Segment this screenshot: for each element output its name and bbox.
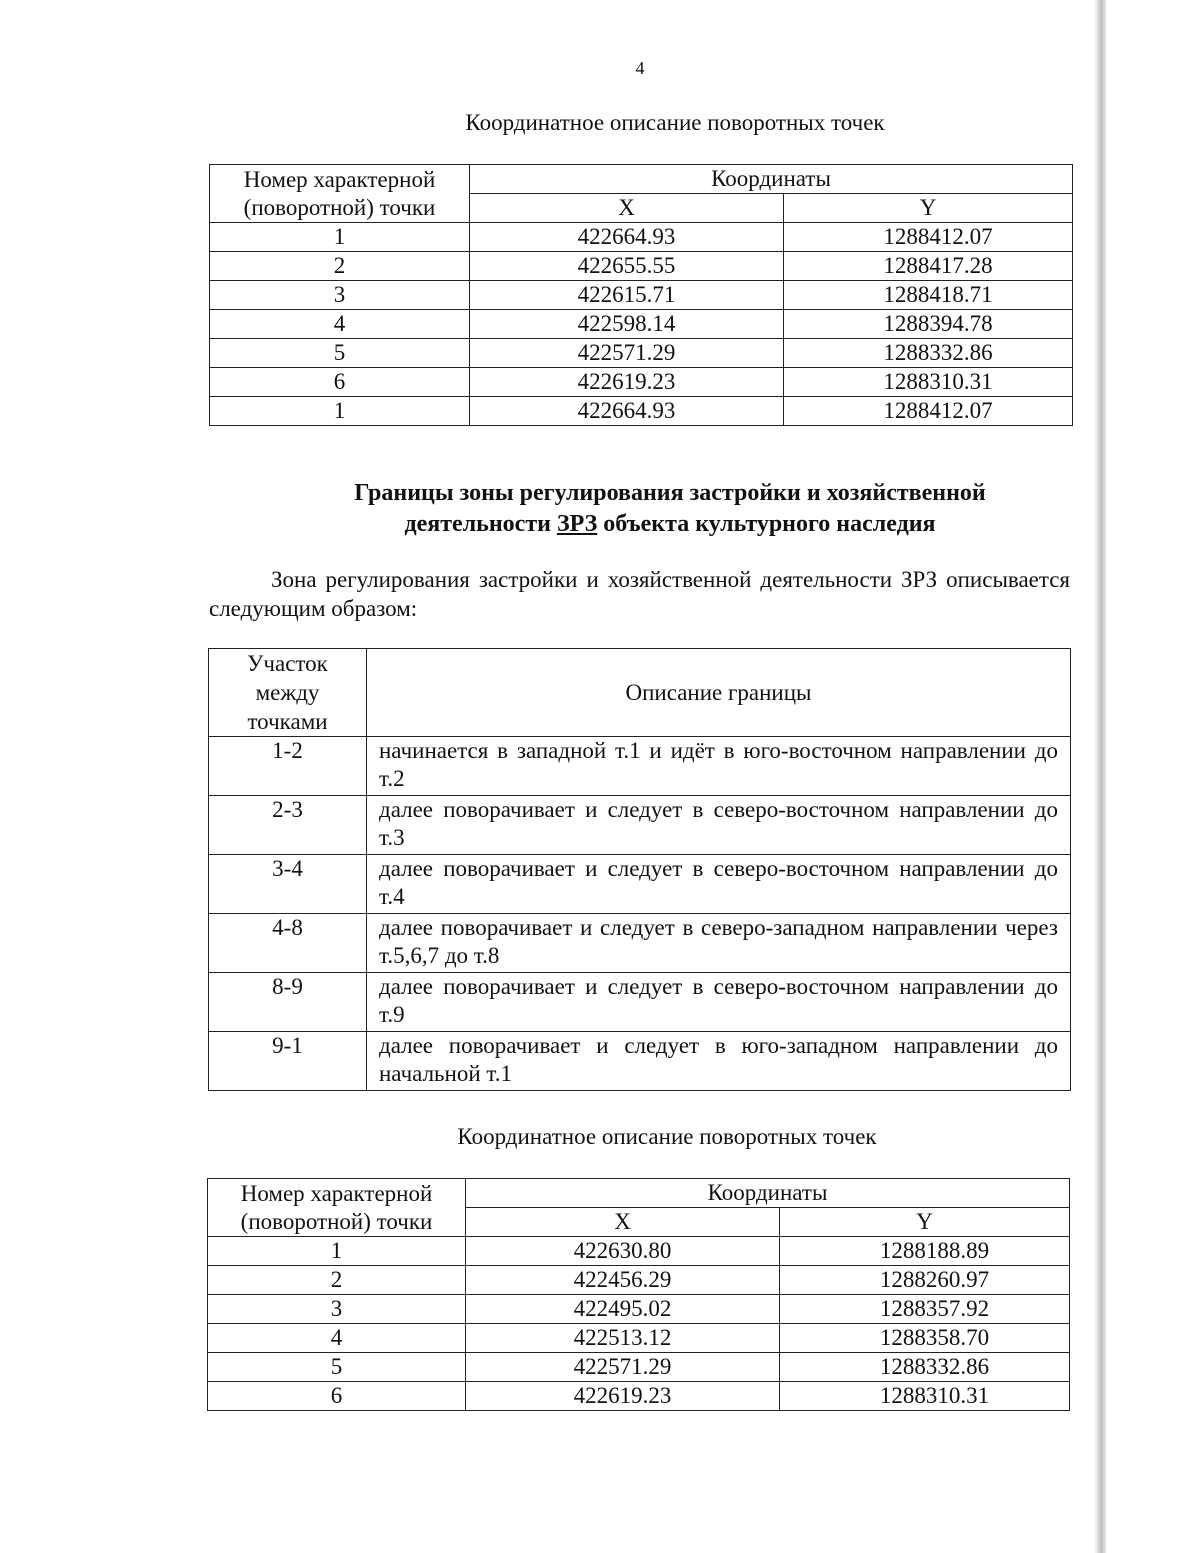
point-number-header: Номер характерной (поворотной) точки <box>210 165 470 223</box>
description-header: Описание границы <box>367 649 1071 737</box>
x-value: 422598.14 <box>470 310 784 339</box>
table-row <box>209 737 1071 796</box>
y-value: 1288188.89 <box>780 1237 1070 1266</box>
coordinates-header: Координаты <box>470 165 1073 194</box>
y-header: Y <box>784 194 1073 223</box>
table-row <box>208 1353 1070 1382</box>
segment-cell: 3-4 <box>209 855 367 914</box>
coordinates-table-1 <box>209 164 1073 426</box>
table-row <box>209 914 1071 973</box>
segment-cell: 1-2 <box>209 737 367 796</box>
point-number: 2 <box>208 1266 466 1295</box>
point-number: 3 <box>208 1295 466 1324</box>
table-row <box>210 252 1073 281</box>
table-row <box>210 368 1073 397</box>
intro-paragraph: Зона регулирования застройки и хозяйственной деятельности ЗРЗ описывается следующим образом: <box>209 567 1070 621</box>
point-number: 6 <box>208 1382 466 1411</box>
point-number: 6 <box>210 368 470 397</box>
point-number: 3 <box>210 281 470 310</box>
description-cell: далее поворачивает и следует в северо-восточном направлении до т.4 <box>367 855 1071 914</box>
y-value: 1288412.07 <box>784 397 1073 426</box>
y-value: 1288310.31 <box>784 368 1073 397</box>
table-row <box>209 796 1071 855</box>
y-value: 1288332.86 <box>780 1353 1070 1382</box>
segment-cell: 2-3 <box>209 796 367 855</box>
table-row <box>209 1032 1071 1091</box>
y-value: 1288357.92 <box>780 1295 1070 1324</box>
description-cell: далее поворачивает и следует в северо-восточном направлении до т.9 <box>367 973 1071 1032</box>
y-value: 1288417.28 <box>784 252 1073 281</box>
x-value: 422619.23 <box>466 1382 780 1411</box>
x-value: 422619.23 <box>470 368 784 397</box>
point-number: 1 <box>208 1237 466 1266</box>
coordinates-header: Координаты <box>466 1179 1070 1208</box>
table-row <box>210 281 1073 310</box>
boundary-description-table <box>208 648 1071 1091</box>
x-value: 422495.02 <box>466 1295 780 1324</box>
point-number: 5 <box>208 1353 466 1382</box>
point-number: 4 <box>210 310 470 339</box>
y-value: 1288418.71 <box>784 281 1073 310</box>
x-header: X <box>466 1208 780 1237</box>
y-value: 1288394.78 <box>784 310 1073 339</box>
x-value: 422571.29 <box>470 339 784 368</box>
y-value: 1288412.07 <box>784 223 1073 252</box>
point-number: 1 <box>210 223 470 252</box>
segment-header: Участок между точками <box>209 649 367 737</box>
table-row <box>208 1324 1070 1353</box>
table-row <box>210 223 1073 252</box>
x-value: 422664.93 <box>470 397 784 426</box>
table-row <box>208 1382 1070 1411</box>
y-value: 1288358.70 <box>780 1324 1070 1353</box>
segment-cell: 8-9 <box>209 973 367 1032</box>
table-row <box>210 339 1073 368</box>
x-value: 422655.55 <box>470 252 784 281</box>
zone-code: ЗРЗ <box>556 511 598 537</box>
description-cell: далее поворачивает и следует в юго-западном направлении до начальной т.1 <box>367 1032 1071 1091</box>
coordinates-table-2 <box>207 1178 1070 1411</box>
point-number-header: Номер характерной (поворотной) точки <box>208 1179 466 1237</box>
page-number: 4 <box>635 58 645 78</box>
section-title <box>300 478 1040 540</box>
table-row <box>210 310 1073 339</box>
table-row <box>208 1266 1070 1295</box>
x-value: 422615.71 <box>470 281 784 310</box>
table-row <box>210 397 1073 426</box>
table3-caption: Координатное описание поворотных точек <box>457 1124 877 1149</box>
description-cell: далее поворачивает и следует в северо-восточном направлении до т.3 <box>367 796 1071 855</box>
x-header: X <box>470 194 784 223</box>
x-value: 422456.29 <box>466 1266 780 1295</box>
table1-caption: Координатное описание поворотных точек <box>465 110 885 135</box>
y-header: Y <box>780 1208 1070 1237</box>
table-row <box>209 973 1071 1032</box>
x-value: 422630.80 <box>466 1237 780 1266</box>
x-value: 422664.93 <box>470 223 784 252</box>
segment-cell: 4-8 <box>209 914 367 973</box>
y-value: 1288260.97 <box>780 1266 1070 1295</box>
y-value: 1288310.31 <box>780 1382 1070 1411</box>
x-value: 422513.12 <box>466 1324 780 1353</box>
table-row <box>209 855 1071 914</box>
section-title-text-end: объекта культурного наследия <box>597 511 936 537</box>
point-number: 5 <box>210 339 470 368</box>
segment-cell: 9-1 <box>209 1032 367 1091</box>
scan-edge <box>1094 0 1106 1553</box>
table-row <box>208 1295 1070 1324</box>
point-number: 4 <box>208 1324 466 1353</box>
description-cell: начинается в западной т.1 и идёт в юго-восточном направлении до т.2 <box>367 737 1071 796</box>
point-number: 2 <box>210 252 470 281</box>
x-value: 422571.29 <box>466 1353 780 1382</box>
section-title-text: Границы зоны регулирования застройки и хозяйственной деятельности <box>354 480 986 537</box>
description-cell: далее поворачивает и следует в северо-западном направлении через т.5,6,7 до т.8 <box>367 914 1071 973</box>
point-number: 1 <box>210 397 470 426</box>
y-value: 1288332.86 <box>784 339 1073 368</box>
table-row <box>208 1237 1070 1266</box>
